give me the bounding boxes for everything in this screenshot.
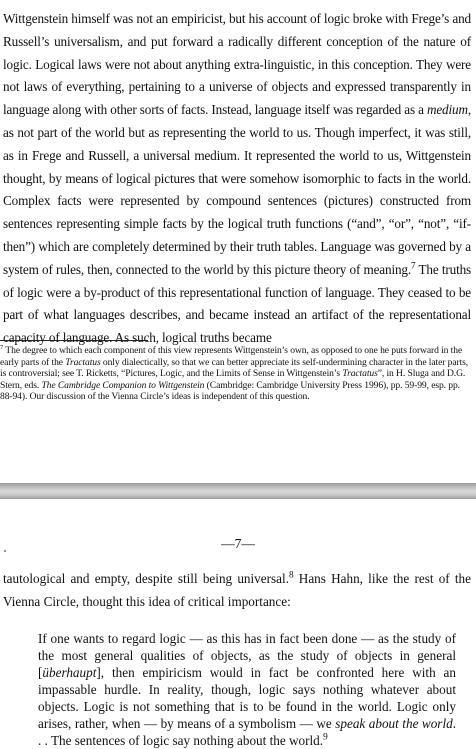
- text-run: Wittgenstein himself was not an empiricist, but his account of logic broke with Frege’s and Russell’s universalism, and put forward a radically different conception of the nature of logic. Logical laws were not about anything extra-linguistic, in this conception. They were not laws of everything, pertaining to a universe of objects and expressed transparently in language along with other sorts of facts. Instead, language itself was regarded as a: [3, 11, 471, 118]
- text-run: The degree to which each component of this view represents Wittgenstein’s own, as opposed to one he puts forward in the early parts of the: [0, 345, 463, 368]
- page-separator: [0, 483, 476, 499]
- footnote-divider: [0, 340, 148, 341]
- text-run: Hans Hahn, like the rest of the Vienna Circle, thought this idea of critical importance:: [3, 571, 471, 609]
- text-run: The truths of logic were a by-product of this representational function of language. They ceased to be part of what languages describes, and became instead an artifact of the representational capacity of language. As such, logical truths became: [3, 261, 472, 346]
- footnote-marker: 7: [0, 343, 4, 351]
- text-run: (Cambridge: Cambridge University Press 1996), pp. 59-99, esp. pp. 88-94). Our discussion of the Vienna Circle’s ideas is independent of this question.: [0, 379, 460, 402]
- text-run: ], then empiricism would in fact be confronted here with an impassable hurdle. In reality, though, logic says nothing whatever about objects. Logic is not something that is to be found in the world. Logic only arises, rather, when — by means of a symbolism — we: [38, 665, 456, 731]
- text-run: ”, in H. Sluga and D.G. Stern, eds.: [0, 368, 466, 391]
- body-paragraph-2: [3, 568, 471, 614]
- footnote-ref[interactable]: 7: [411, 260, 416, 271]
- text-run: , as not part of the world but as representing the world to us. Though imperfect, it was still, as in Frege and Russell, a universal medium. It represented the world to us, Wittgenstein thought, by means of logical pictures that were somehow isomorphic to facts in the world. Complex facts were represented by compound sentences (pictures) constructed from sentences representing simple facts by the logical truth functions (“and”, “or”, “not”, “if-then”) which are completely determined by their truth tables. Language was governed by a system of rules, then, connected to the world by this picture theory of meaning.: [3, 102, 471, 277]
- emphasis: Tractatus: [342, 368, 378, 379]
- body-paragraph: [3, 8, 471, 350]
- footnote-ref[interactable]: 9: [323, 731, 328, 742]
- emphasis: medium: [426, 102, 468, 118]
- emphasis: überhaupt: [42, 665, 97, 680]
- text-run: only dialectically, so that we can better appreciate its self-undermining character in the later parts, is controversial; see T. Ricketts, “Pictures, Logic, and the Limits of Sense in Wittgenstein’s: [0, 356, 469, 379]
- footnote-7: [0, 345, 472, 403]
- block-quote: [38, 630, 456, 749]
- emphasis: speak about the world: [335, 716, 453, 731]
- emphasis: Tractatus: [65, 356, 101, 368]
- footnote-ref[interactable]: 8: [288, 569, 294, 580]
- page-number: —7—: [221, 536, 255, 551]
- text-run: tautological and empty, despite still being universal.: [3, 571, 289, 586]
- text-run: If one wants to regard logic — as this has in fact been done — as the study of the most general qualities of objects, as the study of objects in general [: [38, 631, 456, 680]
- emphasis: The Cambridge Companion to Wittgenstein: [41, 379, 205, 391]
- text-run: . . . The sentences of logic say nothing about the world.: [38, 716, 456, 748]
